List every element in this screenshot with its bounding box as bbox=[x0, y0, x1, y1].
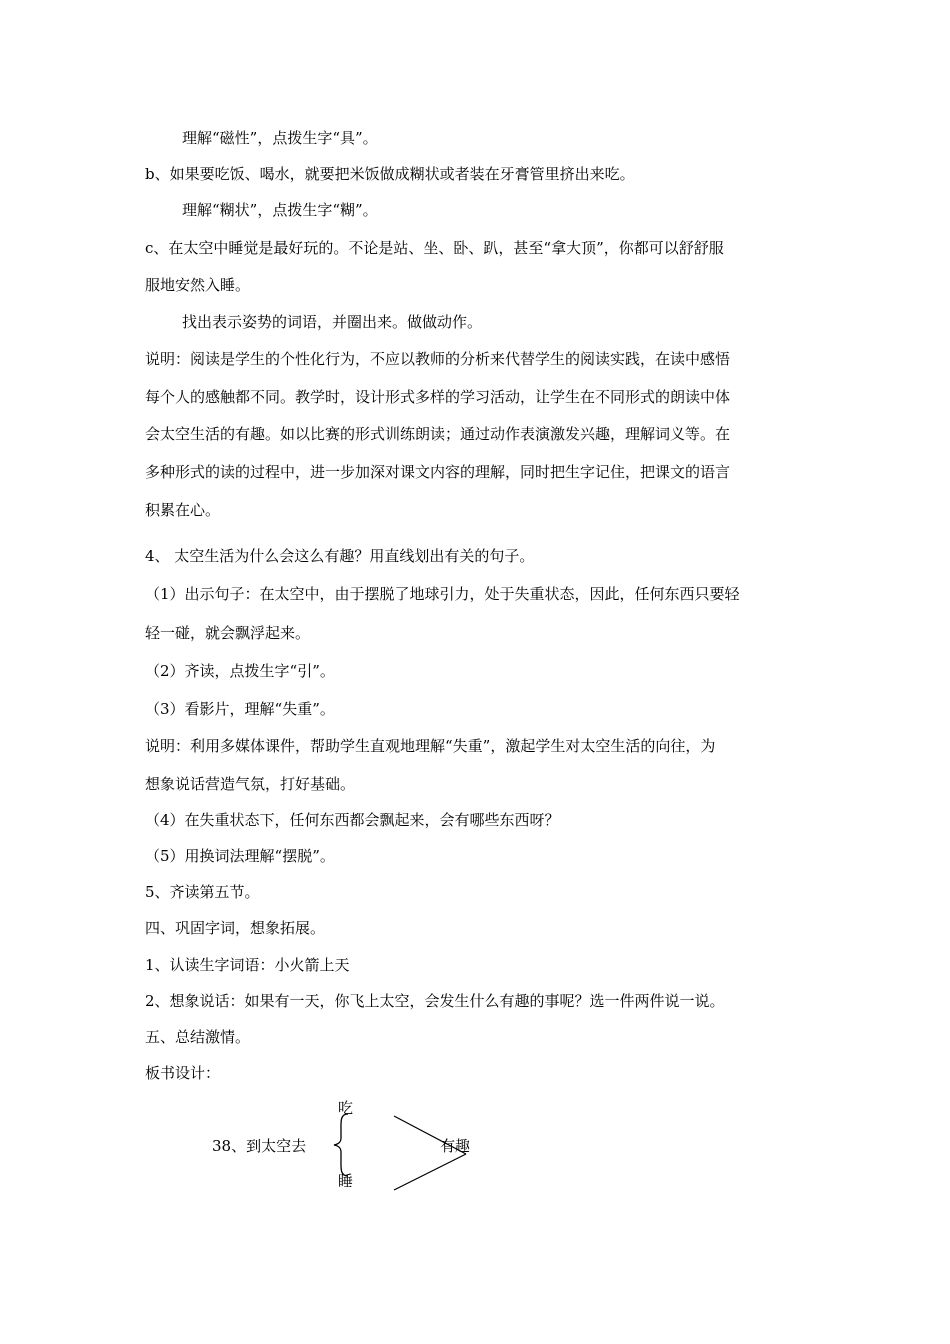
text-line: c、在太空中睡觉是最好玩的。不论是站、坐、卧、趴，甚至“拿大顶”，你都可以舒舒服 bbox=[145, 239, 724, 257]
note-line: 想象说话营造气氛，打好基础。 bbox=[145, 775, 356, 793]
note-line: 说明：利用多媒体课件，帮助学生直观地理解“失重”，激起学生对太空生活的向往，为 bbox=[145, 737, 716, 755]
note-line: 每个人的感触都不同。教学时，设计形式多样的学习活动，让学生在不同形式的朗读中体 bbox=[145, 388, 731, 406]
text-line: （3）看影片，理解“失重”。 bbox=[145, 700, 335, 718]
text-line: b、如果要吃饭、喝水，就要把米饭做成糊状或者装在牙膏管里挤出来吃。 bbox=[145, 165, 635, 183]
note-line: 积累在心。 bbox=[145, 501, 221, 519]
board-word-sleep: 睡 bbox=[338, 1172, 354, 1190]
note-line: 多种形式的读的过程中，进一步加深对课文内容的理解，同时把生字记住，把课文的语言 bbox=[145, 463, 731, 481]
text-line: 找出表示姿势的词语，并圈出来。做做动作。 bbox=[182, 313, 483, 331]
curly-brace-icon bbox=[330, 1112, 354, 1178]
section-heading: 五、总结激情。 bbox=[145, 1028, 251, 1046]
board-word-eat: 吃 bbox=[338, 1099, 354, 1117]
text-line: 轻一碰，就会飘浮起来。 bbox=[145, 624, 311, 642]
board-lesson-title: 38、到太空去 bbox=[212, 1137, 307, 1155]
board-word-fun: 有趣 bbox=[440, 1137, 471, 1155]
text-line: （1）出示句子：在太空中，由于摆脱了地球引力，处于失重状态，因此，任何东西只要轻 bbox=[145, 585, 740, 603]
text-line: 理解“糊状”，点拨生字“糊”。 bbox=[182, 201, 378, 219]
text-line: 理解“磁性”，点拨生字“具”。 bbox=[182, 129, 378, 147]
text-line: 服地安然入睡。 bbox=[145, 276, 251, 294]
board-design-heading: 板书设计： bbox=[145, 1064, 221, 1082]
section-heading: 四、巩固字词，想象拓展。 bbox=[145, 919, 326, 937]
note-line: 会太空生活的有趣。如以比赛的形式训练朗读；通过动作表演激发兴趣，理解词义等。在 bbox=[145, 425, 731, 443]
text-line: （2）齐读，点拨生字“引”。 bbox=[145, 662, 335, 680]
note-line: 说明：阅读是学生的个性化行为，不应以教师的分析来代替学生的阅读实践，在读中感悟 bbox=[145, 350, 731, 368]
step-heading: 5、齐读第五节。 bbox=[145, 883, 260, 901]
text-line: （4）在失重状态下，任何东西都会飘起来，会有哪些东西呀？ bbox=[145, 811, 560, 829]
text-line: 1、认读生字词语：小火箭上天 bbox=[145, 956, 350, 974]
text-line: 2、想象说话：如果有一天，你飞上太空，会发生什么有趣的事呢？选一件两件说一说。 bbox=[145, 992, 725, 1010]
step-heading: 4、 太空生活为什么会这么有趣？用直线划出有关的句子。 bbox=[145, 547, 535, 565]
text-line: （5）用换词法理解“摆脱”。 bbox=[145, 847, 335, 865]
converge-arrow-icon bbox=[390, 1114, 470, 1194]
